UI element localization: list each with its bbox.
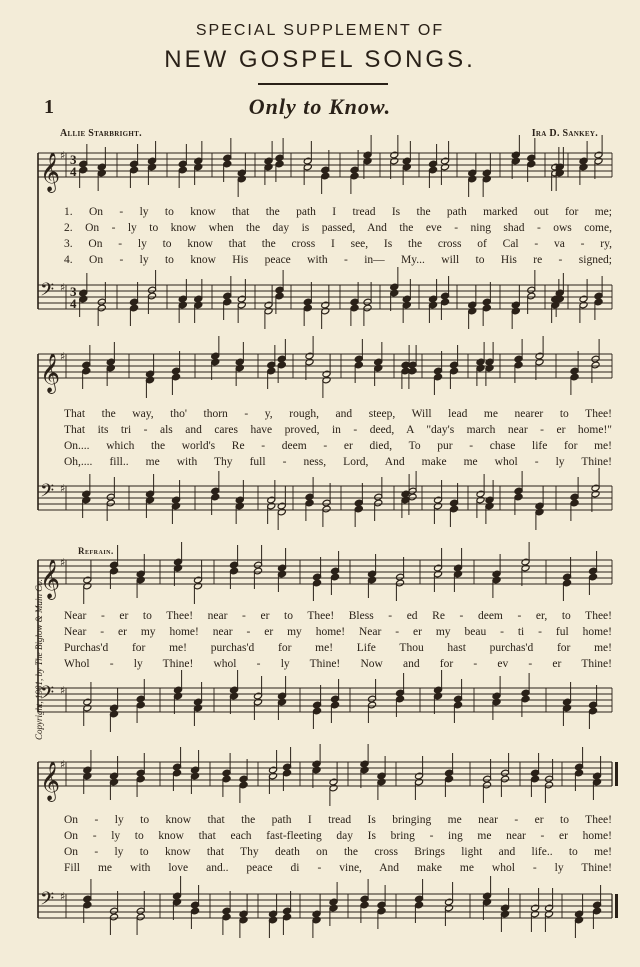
treble-clef: 𝄞 bbox=[40, 152, 61, 192]
time-signature-digit: 3 bbox=[70, 152, 77, 167]
final-barline bbox=[615, 894, 618, 918]
lyric-line: On - ly to know that Thy death on the cross Brings light and life.. to me! bbox=[64, 846, 612, 858]
supplement-heading: SPECIAL SUPPLEMENT OF bbox=[195, 22, 445, 39]
lyric-line: On - ly to know that the path I tread Is bringing me near - er to Thee! bbox=[64, 814, 612, 826]
lyric-line: That its tri - als and cares have proved, in - deed, A "day's march near - er home!" bbox=[64, 424, 612, 436]
lyric-line: 1. On - ly to know that the path I tread Is the path marked out for me; bbox=[64, 206, 612, 218]
lyric-line: 3. On - ly to know that the cross I see, Is the cross of Cal - va - ry, bbox=[64, 238, 612, 250]
time-signature-digit: 4 bbox=[70, 296, 77, 311]
bass-clef: 𝄢 bbox=[40, 280, 55, 305]
key-signature-sharp: ♯ bbox=[60, 350, 66, 363]
key-signature-sharp: ♯ bbox=[60, 758, 66, 771]
key-signature-sharp: ♯ bbox=[60, 482, 66, 495]
lyric-line: On.... which the world's Re - deem - er died, To pur - chase life for me! bbox=[64, 440, 612, 452]
bass-clef: 𝄢 bbox=[40, 481, 55, 506]
lyric-line: Near - er my home! near - er my home! Near - er my beau - ti - ful home! bbox=[64, 626, 612, 638]
refrain-label: Refrain. bbox=[78, 546, 114, 556]
treble-clef: 𝄞 bbox=[40, 559, 61, 599]
key-signature-sharp: ♯ bbox=[60, 684, 66, 697]
songbook-title: NEW GOSPEL SONGS. bbox=[164, 46, 476, 73]
treble-clef: 𝄞 bbox=[40, 353, 61, 393]
copyright-notice: Copyright, 1901, by The Biglow & Main Co. bbox=[34, 579, 44, 740]
key-signature-sharp: ♯ bbox=[60, 281, 66, 294]
lyricist-credit: Allie Starbright. bbox=[60, 128, 142, 139]
key-signature-sharp: ♯ bbox=[60, 149, 66, 162]
lyric-line: 4. On - ly to know His peace with - in— My... will to His re - signed; bbox=[64, 254, 612, 266]
lyric-line: Fill me with love and.. peace di - vine, And make me whol - ly Thine! bbox=[64, 862, 612, 874]
lyric-line: On - ly to know that each fast-fleeting day Is bring - ing me near - er home! bbox=[64, 830, 612, 842]
treble-clef: 𝄞 bbox=[40, 761, 61, 801]
lyric-line: Near - er to Thee! near - er to Thee! Bless - ed Re - deem - er, to Thee! bbox=[64, 610, 612, 622]
lyric-line: Oh,.... fill.. me with Thy full - ness, Lord, And make me whol - ly Thine! bbox=[64, 456, 612, 468]
key-signature-sharp: ♯ bbox=[60, 556, 66, 569]
composer-credit: Ira D. Sankey. bbox=[531, 128, 598, 139]
lyric-line: Whol - ly Thine! whol - ly Thine! Now and for - ev - er Thine! bbox=[64, 658, 612, 670]
time-signature-digit: 4 bbox=[70, 164, 77, 179]
hymn-number: 1 bbox=[44, 96, 54, 118]
bass-clef: 𝄢 bbox=[40, 889, 55, 914]
final-barline bbox=[615, 762, 618, 786]
time-signature-digit: 3 bbox=[70, 284, 77, 299]
lyric-line: Purchas'd for me! purchas'd for me! Life Thou hast purchas'd for me! bbox=[64, 642, 612, 654]
key-signature-sharp: ♯ bbox=[60, 890, 66, 903]
lyric-line: 2. On - ly to know when the day is passed, And the eve - ning shad - ows come, bbox=[64, 222, 612, 234]
bass-clef: 𝄢 bbox=[40, 683, 55, 708]
hymn-title: Only to Know. bbox=[248, 94, 392, 119]
lyric-line: That the way, tho' thorn - y, rough, and steep, Will lead me nearer to Thee! bbox=[64, 408, 612, 420]
